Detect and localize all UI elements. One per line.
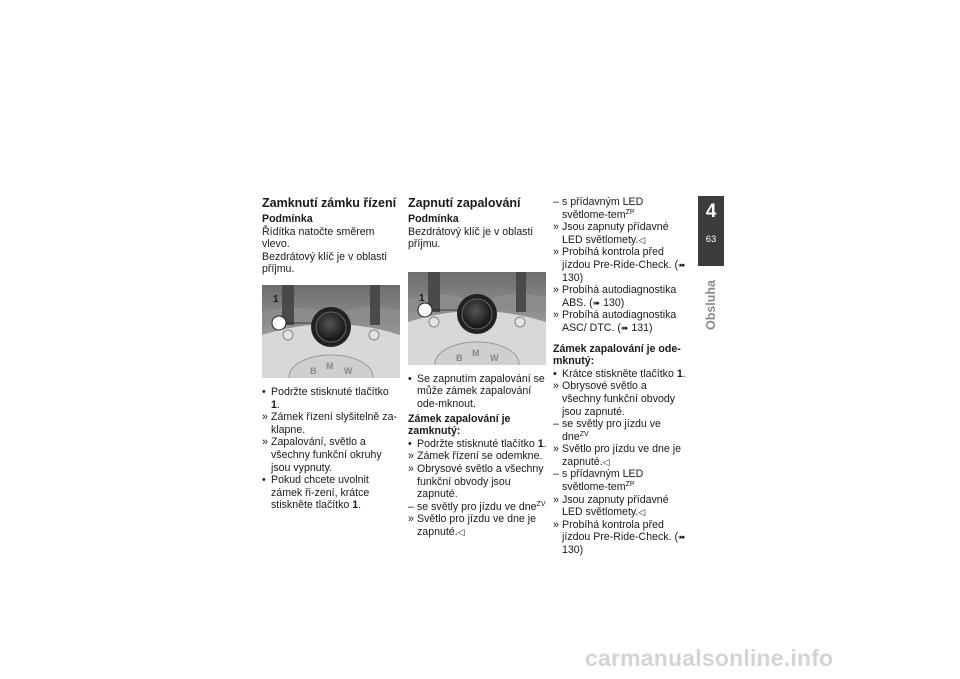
column-middle bbox=[408, 196, 548, 539]
section-heading: Zapnutí zapalování bbox=[408, 196, 521, 210]
condition-title: Podmínka bbox=[262, 213, 313, 225]
list-item: • Pokud chcete uvolnit zámek ři-zení, krátce stiskněte tlačítko 1. bbox=[262, 474, 370, 512]
list-item: » Probíhá kontrola před jízdou Pre-Ride-Check. (➠ 130) bbox=[553, 246, 686, 284]
list-item: » Světlo pro jízdu ve dne je zapnuté.◁ bbox=[408, 513, 536, 538]
page-ref-arrow-icon: ➠ bbox=[677, 532, 686, 543]
end-mark-icon: ◁ bbox=[457, 526, 465, 537]
column-left bbox=[262, 196, 400, 512]
list-item: » Probíhá autodiagnostika ASC/ DTC. (➠ 131) bbox=[553, 309, 677, 334]
page-ref-arrow-icon: ➠ bbox=[620, 322, 629, 333]
section-heading: Zamknutí zámku řízení bbox=[262, 196, 397, 210]
watermark: carmanualsonline.info bbox=[585, 645, 834, 671]
photo-callout-label: 1 bbox=[419, 293, 425, 304]
condition-line: Bezdrátový klíč je v oblasti příjmu. bbox=[262, 250, 387, 276]
list-item: » Probíhá kontrola před jízdou Pre-Ride-Check. (➠ 130) bbox=[553, 518, 686, 557]
svg-text:W: W bbox=[344, 365, 353, 376]
subheading: Zámek zapalování je zamknutý: bbox=[408, 412, 511, 438]
list-item: » Probíhá autodiagnostika ABS. (➠ 130) bbox=[553, 284, 677, 309]
list-item: • Podržte stisknuté tlačítko 1. bbox=[408, 437, 547, 450]
list-item: • Podržte stisknuté tlačítko 1. bbox=[262, 385, 389, 411]
chapter-number: 4 bbox=[705, 201, 717, 222]
list-item: – se světly pro jízdu ve dne$^{ZV}$ bbox=[553, 418, 661, 443]
ignition-photo bbox=[408, 272, 546, 365]
condition-line: Bezdrátový klíč je v oblasti příjmu. bbox=[408, 225, 533, 251]
condition-title: Podmínka bbox=[408, 213, 459, 225]
svg-text:M: M bbox=[472, 347, 480, 358]
list-item: » Zámek řízení slyšitelně za-klapne. bbox=[262, 411, 397, 436]
list-item: » Jsou zapnuty přídavné LED světlomety.◁ bbox=[553, 493, 669, 519]
list-item: » Zapalování, světlo a všechny funkční okruhy jsou vypnuty. bbox=[262, 436, 382, 474]
list-item: • Se zapnutím zapalování se může zámek zapalování ode-mknout. bbox=[408, 372, 545, 410]
condition-line: Řídítka natočte směrem vlevo. bbox=[262, 225, 375, 251]
page-number: 63 bbox=[705, 234, 717, 245]
list-item: » Zámek řízení se odemkne. bbox=[408, 450, 543, 463]
list-item: » Obrysové světlo a všechny funkční obvody jsou zapnuté. bbox=[408, 462, 544, 501]
list-item: – s přídavným LED světlome-tem$^{ZP}$ bbox=[553, 196, 644, 221]
section-side-label: Obsluha bbox=[704, 279, 718, 331]
list-item: – se světly pro jízdu ve dne$^{ZV}$ bbox=[408, 500, 546, 513]
svg-text:B: B bbox=[456, 352, 463, 363]
photo-callout-label: 1 bbox=[273, 294, 279, 305]
end-mark-icon: ◁ bbox=[638, 234, 646, 245]
list-item: » Jsou zapnuty přídavné LED světlomety.◁ bbox=[553, 221, 669, 246]
steering-lock-photo bbox=[262, 285, 400, 378]
list-item: • Krátce stiskněte tlačítko 1. bbox=[553, 367, 686, 380]
page-ref-arrow-icon: ➠ bbox=[592, 297, 601, 308]
list-item: – s přídavným LED světlome-tem$^{ZP}$ bbox=[553, 468, 644, 494]
chapter-tab bbox=[698, 196, 724, 266]
svg-text:B: B bbox=[310, 365, 317, 376]
list-item: » Obrysové světlo a všechny funkční obvody jsou zapnuté. bbox=[553, 380, 676, 418]
end-mark-icon: ◁ bbox=[638, 507, 646, 518]
end-mark-icon: ◁ bbox=[602, 456, 610, 467]
subheading: Zámek zapalování je ode-mknutý: bbox=[553, 342, 681, 368]
page-ref-arrow-icon: ➠ bbox=[677, 259, 686, 270]
svg-text:W: W bbox=[490, 352, 499, 363]
column-right bbox=[553, 196, 688, 557]
list-item: » Světlo pro jízdu ve dne je zapnuté.◁ bbox=[553, 443, 681, 468]
svg-text:M: M bbox=[326, 360, 334, 371]
